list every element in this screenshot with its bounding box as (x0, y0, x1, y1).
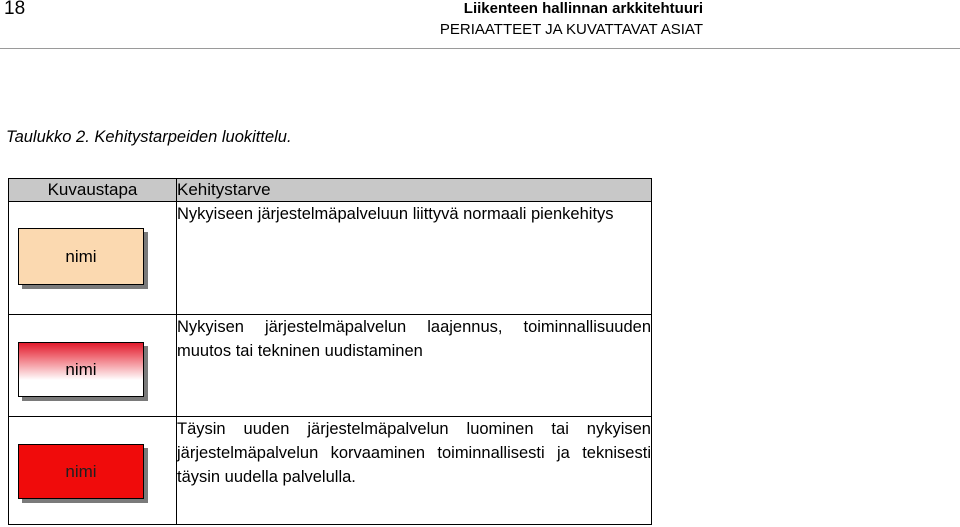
table-row (9, 315, 652, 417)
description-cell: Nykyisen järjestelmäpalvelun laajennus, toiminnallisuuden muutos tai tekninen uudistaminen (177, 315, 652, 417)
table-row (9, 417, 652, 525)
description-cell: Nykyiseen järjestelmäpalveluun liittyvä normaali pienkehitys (177, 202, 652, 315)
symbol-cell (9, 315, 177, 417)
description-cell: Täysin uuden järjestelmäpalvelun luominen tai nykyisen järjestelmäpalvelun korvaaminen toiminnallisesti ja teknisesti täysin uudella palvelulla. (177, 417, 652, 525)
page-number: 18 (4, 0, 26, 19)
symbol-box-new: nimi (18, 444, 144, 499)
document-header (440, 0, 703, 40)
document-subtitle: PERIAATTEET JA KUVATTAVAT ASIAT (439, 21, 703, 38)
table-caption: Taulukko 2. Kehitystarpeiden luokittelu. (6, 128, 292, 146)
classification-table (8, 178, 652, 525)
symbol-box-minor: nimi (18, 228, 144, 285)
symbol-cell (9, 202, 177, 315)
column-header-kehitystarve: Kehitystarve (177, 179, 652, 202)
table-row (9, 202, 652, 315)
table-header-row (9, 179, 652, 202)
header-divider (0, 48, 960, 49)
symbol-box-extension: nimi (18, 342, 144, 397)
document-title: Liikenteen hallinnan arkkitehtuuri (463, 0, 703, 17)
symbol-cell (9, 417, 177, 525)
column-header-kuvaustapa: Kuvaustapa (9, 179, 177, 202)
